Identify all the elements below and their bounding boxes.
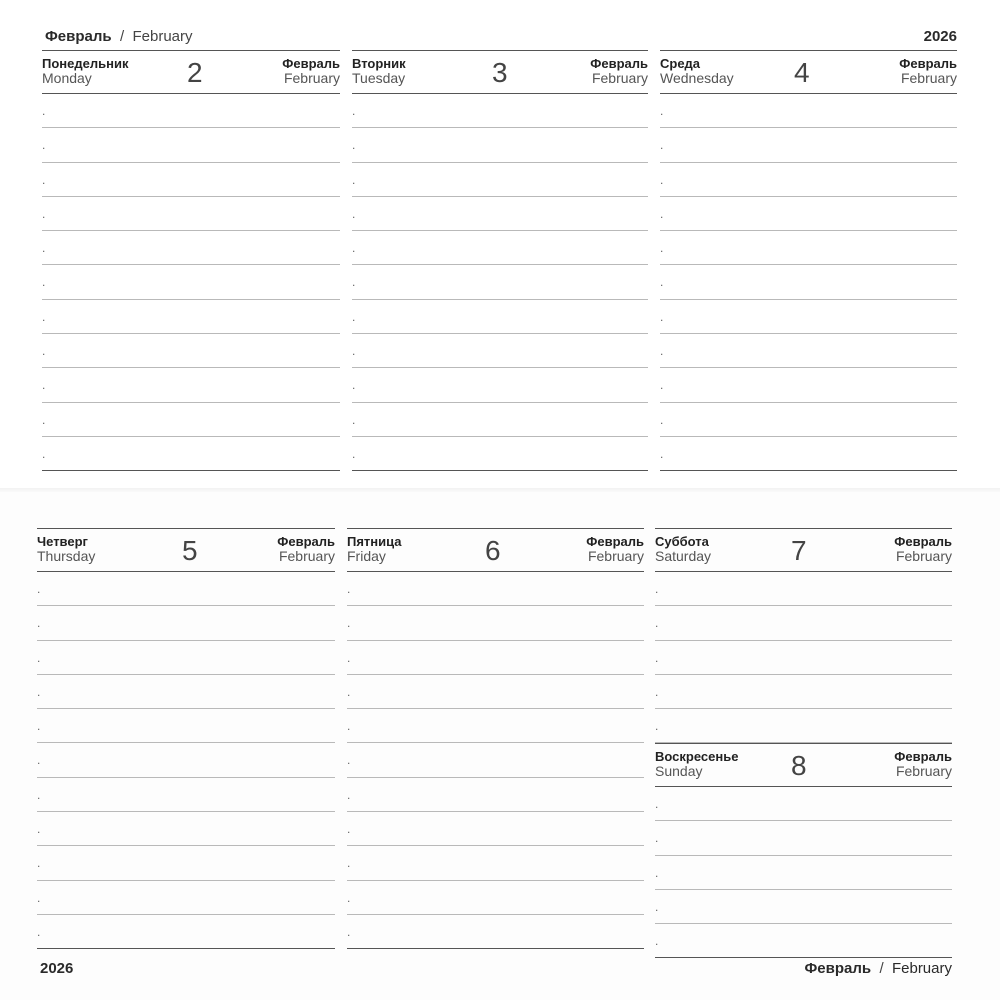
writing-line[interactable] — [660, 403, 957, 437]
weekday-ru: Суббота — [655, 534, 709, 549]
line-marker: . — [655, 797, 659, 811]
line-marker: . — [37, 924, 41, 939]
line-marker: . — [37, 822, 41, 837]
writing-line[interactable] — [655, 709, 952, 743]
day-number: 6 — [485, 535, 501, 566]
month-ru: Февраль — [894, 749, 952, 764]
writing-line[interactable] — [660, 300, 957, 334]
weekday-en: Sunday — [655, 763, 703, 779]
weekday-en: Monday — [42, 70, 92, 86]
line-marker: . — [42, 104, 46, 118]
writing-line[interactable] — [660, 128, 957, 162]
line-marker: . — [352, 275, 356, 290]
writing-line[interactable] — [655, 572, 952, 606]
line-marker: . — [37, 684, 41, 699]
writing-line[interactable] — [660, 197, 957, 231]
line-marker: . — [352, 412, 356, 427]
line-marker: . — [42, 206, 46, 221]
writing-line[interactable] — [660, 368, 957, 402]
line-marker: . — [42, 378, 46, 393]
line-marker: . — [660, 138, 664, 153]
writing-line[interactable] — [352, 197, 648, 231]
line-marker: . — [42, 344, 46, 359]
month-ru: Февраль — [894, 534, 952, 549]
writing-line[interactable] — [37, 641, 335, 675]
footer-month-ru: Февраль — [804, 960, 872, 977]
line-marker: . — [660, 309, 664, 324]
day-wednesday — [660, 50, 957, 471]
month-en: February — [900, 70, 957, 86]
day-sunday — [655, 743, 952, 958]
line-marker: . — [37, 753, 41, 768]
weekday-en: Friday — [347, 548, 386, 564]
day-number: 5 — [182, 535, 198, 566]
line-marker: . — [37, 650, 41, 665]
line-marker: . — [660, 172, 664, 187]
writing-line[interactable] — [347, 675, 644, 709]
month-ru: Февраль — [277, 534, 335, 549]
header-year: 2026 — [923, 28, 957, 45]
line-marker: . — [660, 241, 664, 256]
line-marker: . — [42, 241, 46, 256]
line-marker: . — [660, 412, 664, 427]
weekday-ru: Четверг — [37, 534, 88, 549]
day-number: 2 — [187, 57, 203, 88]
line-marker: . — [42, 138, 46, 153]
writing-line[interactable] — [655, 606, 952, 640]
footer-month — [804, 960, 952, 977]
month-ru: Февраль — [899, 56, 957, 71]
writing-line[interactable] — [42, 265, 340, 299]
line-marker: . — [347, 924, 351, 939]
writing-line[interactable] — [37, 709, 335, 743]
day-number: 4 — [794, 57, 810, 88]
page-fold — [0, 488, 1000, 492]
line-marker: . — [660, 275, 664, 290]
day-number: 7 — [791, 535, 807, 566]
line-marker: . — [347, 650, 351, 665]
month-ru: Февраль — [586, 534, 644, 549]
writing-line[interactable] — [37, 846, 335, 880]
month-en: February — [591, 70, 648, 86]
writing-line[interactable] — [660, 94, 957, 128]
writing-line[interactable] — [37, 743, 335, 777]
line-marker: . — [347, 787, 351, 802]
weekday-ru: Воскресенье — [655, 749, 739, 764]
month-en: February — [895, 763, 952, 779]
day-saturday — [655, 528, 952, 743]
writing-line[interactable] — [42, 334, 340, 368]
weekday-ru: Вторник — [352, 56, 406, 71]
weekday-ru: Пятница — [347, 534, 402, 549]
line-marker: . — [655, 934, 659, 949]
writing-line[interactable] — [352, 231, 648, 265]
footer-month-en: February — [891, 960, 952, 977]
line-marker: . — [347, 856, 351, 871]
writing-line[interactable] — [352, 334, 648, 368]
line-marker: . — [655, 831, 659, 846]
writing-line[interactable] — [660, 231, 957, 265]
writing-line[interactable] — [352, 163, 648, 197]
writing-line[interactable] — [37, 812, 335, 846]
line-marker: . — [37, 719, 41, 734]
line-marker: . — [655, 616, 659, 631]
top-header — [45, 28, 957, 48]
writing-line[interactable] — [655, 641, 952, 675]
line-marker: . — [347, 719, 351, 734]
weekday-ru: Среда — [660, 56, 701, 71]
writing-line[interactable] — [352, 368, 648, 402]
writing-line[interactable] — [655, 675, 952, 709]
line-marker: . — [347, 582, 351, 596]
writing-line[interactable] — [42, 94, 340, 128]
line-marker: . — [42, 309, 46, 324]
line-marker: . — [42, 172, 46, 187]
day-number: 8 — [791, 750, 807, 781]
day-header — [37, 528, 335, 572]
line-marker: . — [347, 616, 351, 631]
writing-line[interactable] — [347, 606, 644, 640]
day-header — [655, 528, 952, 572]
line-marker: . — [352, 378, 356, 393]
writing-line[interactable] — [42, 231, 340, 265]
writing-line[interactable] — [347, 915, 644, 949]
weekday-en: Tuesday — [352, 70, 406, 86]
weekday-en: Wednesday — [660, 70, 734, 86]
writing-line[interactable] — [37, 915, 335, 949]
day-header — [42, 50, 340, 94]
line-marker: . — [655, 650, 659, 665]
header-slash: / — [115, 28, 129, 45]
line-marker: . — [347, 890, 351, 905]
line-marker: . — [37, 787, 41, 802]
writing-line[interactable] — [660, 265, 957, 299]
line-marker: . — [42, 275, 46, 290]
writing-line[interactable] — [42, 437, 340, 471]
line-marker: . — [352, 138, 356, 153]
line-marker: . — [352, 104, 356, 118]
writing-line[interactable] — [42, 403, 340, 437]
line-marker: . — [352, 446, 356, 461]
writing-line[interactable] — [352, 128, 648, 162]
writing-line[interactable] — [347, 572, 644, 606]
writing-line[interactable] — [655, 856, 952, 890]
writing-line[interactable] — [42, 300, 340, 334]
header-month-ru: Февраль — [45, 28, 112, 45]
writing-line[interactable] — [655, 890, 952, 924]
month-ru: Февраль — [282, 56, 340, 71]
month-en: February — [283, 70, 340, 86]
month-en: February — [587, 548, 644, 564]
line-marker: . — [660, 344, 664, 359]
day-friday — [347, 528, 644, 949]
writing-line[interactable] — [655, 787, 952, 821]
day-header — [347, 528, 644, 572]
line-marker: . — [660, 104, 664, 118]
line-marker: . — [655, 582, 659, 596]
line-marker: . — [37, 582, 41, 596]
weekday-en: Saturday — [655, 548, 712, 564]
writing-line[interactable] — [660, 437, 957, 471]
bottom-header — [40, 960, 952, 980]
header-month-en: February — [132, 28, 193, 45]
writing-line[interactable] — [352, 94, 648, 128]
writing-line[interactable] — [347, 709, 644, 743]
writing-line[interactable] — [37, 675, 335, 709]
writing-line[interactable] — [352, 437, 648, 471]
writing-line[interactable] — [42, 163, 340, 197]
line-marker: . — [352, 309, 356, 324]
line-marker: . — [655, 899, 659, 914]
writing-line[interactable] — [347, 778, 644, 812]
line-marker: . — [352, 241, 356, 256]
writing-line[interactable] — [352, 300, 648, 334]
writing-line[interactable] — [42, 128, 340, 162]
line-marker: . — [655, 865, 659, 880]
line-marker: . — [42, 412, 46, 427]
writing-line[interactable] — [347, 743, 644, 777]
writing-line[interactable] — [352, 403, 648, 437]
line-marker: . — [347, 753, 351, 768]
writing-line[interactable] — [347, 846, 644, 880]
line-marker: . — [660, 446, 664, 461]
writing-line[interactable] — [655, 821, 952, 855]
writing-line[interactable] — [347, 812, 644, 846]
writing-line[interactable] — [37, 572, 335, 606]
footer-year: 2026 — [40, 960, 74, 977]
writing-line[interactable] — [42, 368, 340, 402]
writing-line[interactable] — [37, 778, 335, 812]
line-marker: . — [660, 378, 664, 393]
month-en: February — [278, 548, 335, 564]
month-ru: Февраль — [590, 56, 648, 71]
day-thursday — [37, 528, 335, 949]
writing-line[interactable] — [37, 881, 335, 915]
line-marker: . — [37, 856, 41, 871]
day-header — [660, 50, 957, 94]
line-marker: . — [655, 684, 659, 699]
writing-line[interactable] — [347, 641, 644, 675]
footer-slash: / — [875, 960, 888, 977]
line-marker: . — [655, 719, 659, 734]
weekday-ru: Понедельник — [42, 56, 129, 71]
day-monday — [42, 50, 340, 471]
line-marker: . — [352, 206, 356, 221]
line-marker: . — [352, 344, 356, 359]
writing-line[interactable] — [42, 197, 340, 231]
line-marker: . — [42, 446, 46, 461]
day-header — [655, 743, 952, 787]
writing-line[interactable] — [660, 334, 957, 368]
line-marker: . — [660, 206, 664, 221]
month-en: February — [895, 548, 952, 564]
line-marker: . — [37, 890, 41, 905]
writing-line[interactable] — [352, 265, 648, 299]
weekday-en: Thursday — [37, 548, 96, 564]
day-header — [352, 50, 648, 94]
day-number: 3 — [492, 57, 508, 88]
day-tuesday — [352, 50, 648, 471]
writing-line[interactable] — [655, 924, 952, 958]
line-marker: . — [347, 822, 351, 837]
line-marker: . — [347, 684, 351, 699]
line-marker: . — [37, 616, 41, 631]
writing-line[interactable] — [37, 606, 335, 640]
line-marker: . — [352, 172, 356, 187]
writing-line[interactable] — [660, 163, 957, 197]
writing-line[interactable] — [347, 881, 644, 915]
